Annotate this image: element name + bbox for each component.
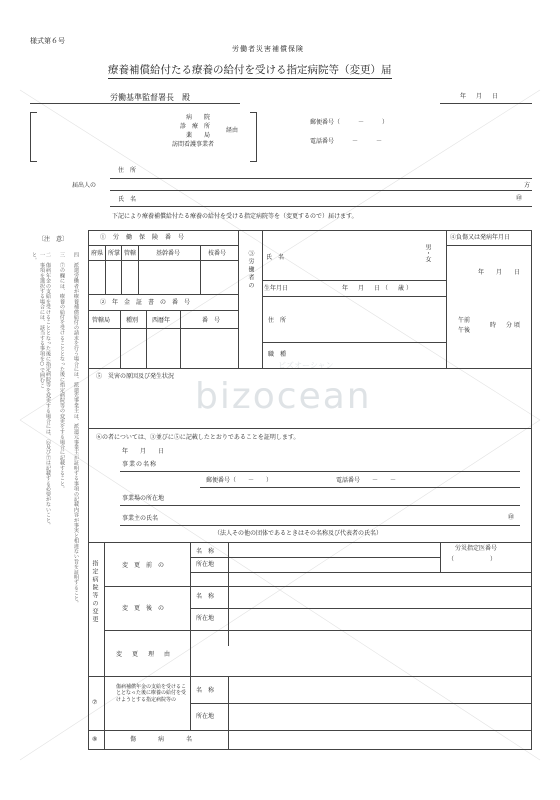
worker-job-label: 職 種 <box>268 351 287 358</box>
applicant-name-label: 氏 名 <box>118 196 137 203</box>
form-number: 様式第６号 <box>30 37 65 45</box>
injury-time-pm: 午後 <box>458 327 471 334</box>
change-row-sep-2 <box>104 630 532 631</box>
worker-side-label: ③労働者の <box>247 250 254 290</box>
ins-col-branch: 枝番号 <box>208 250 227 257</box>
notes-item-4: 四 派遣労働者が療養補償給付の請求を行う場合には、派遣先事業主は、派遣元事業主が証明する事項の記載内容が事実と相違ない旨を証明すること。 <box>73 252 79 606</box>
notes-item-1: 一 事項を選択する場合には、該当する事項を○で囲むこと。 <box>31 252 45 388</box>
notes-item-3: 三 ⑦の欄には、療養の給付を受けることとなった後に指定病院等の変更をする場合に記載すること。 <box>59 252 65 492</box>
injury-date-value: 年 月 日 <box>478 269 524 276</box>
cert-location-line[interactable] <box>120 505 520 506</box>
applicant-label: 届出人の <box>72 182 97 189</box>
change-after-mid <box>190 608 532 609</box>
change-before-name-label: 名 称 <box>196 548 215 555</box>
insurance-number-label: ① 労 働 保 険 番 号 <box>100 234 185 241</box>
form-title: 療養補償給付たる療養の給付を受ける指定病院等（変更）届 <box>108 62 392 79</box>
worker-name-sep <box>262 280 446 281</box>
cert-corp-note: （法人その他の団体であるときはその名称及び代表者の氏名） <box>214 530 383 537</box>
row-sep-cert <box>88 428 532 429</box>
change-before-label: 変 更 前 の <box>122 562 165 569</box>
cert-date: 年 月 日 <box>122 448 168 455</box>
row-sep-pension <box>88 676 532 677</box>
pen-col-type: 種別 <box>126 317 139 324</box>
addressee: 労働基準監督署長 殿 <box>110 93 190 102</box>
injury-section-num: ⑧ <box>92 736 98 743</box>
change-side-label: 指定病院等の変更 <box>91 560 98 624</box>
hospital-via: 経由 <box>226 127 239 134</box>
injury-time-am: 午前 <box>458 317 471 324</box>
worker-address-sep <box>262 342 446 343</box>
change-row-sep-1 <box>104 586 532 587</box>
hospital-type-clinic: 診 療 所 <box>180 123 211 130</box>
pension-label-sep <box>88 310 238 311</box>
cause-label: ⑤ 災害の原因及び発生状況 <box>96 373 175 380</box>
labor-doctor-no-label: 労災指定医番号 <box>455 545 498 552</box>
change-after-label: 変 更 後 の <box>122 605 165 612</box>
col-sep-insurance <box>238 230 239 368</box>
insurance-label-sep <box>88 245 238 246</box>
header-date-underline <box>440 103 532 104</box>
row-sep-f5 <box>88 368 532 369</box>
statement: 下記により療養補償給付たる療養の給付を受ける指定病院等を（変更するので）届けます。 <box>112 213 358 220</box>
pension-input-row[interactable] <box>88 328 238 368</box>
header-category: 労働者災害補償保険 <box>232 45 304 53</box>
ins-col-jurisdiction: 所掌 <box>108 250 121 257</box>
change-row-sep-1b <box>190 572 532 573</box>
hospital-type-hospital: 病 院 <box>186 114 211 121</box>
col-sep-worker <box>446 230 447 368</box>
worker-gender: 男・女 <box>424 244 431 262</box>
cause-input[interactable] <box>92 384 528 424</box>
notes-item-2: 二 傷病年金の支給を受けることとなった後に指定病院等を変更する場合には、⑥及び⑦は記載する必要がないこと。 <box>45 252 51 528</box>
pension-name-label: 名 称 <box>196 687 215 694</box>
change-before-name-input[interactable] <box>230 544 438 556</box>
cert-owner-line[interactable] <box>120 525 520 526</box>
ins-col-base: 基幹番号 <box>156 250 181 257</box>
cert-business-name: 事業の名称 <box>122 461 158 468</box>
ins-input-row[interactable] <box>88 260 238 295</box>
pen-col-bureau: 管轄局 <box>92 317 111 324</box>
change-side-sep <box>104 542 105 676</box>
change-after-location-label: 所在地 <box>196 615 215 622</box>
cert-statement: ⑥の者については、③並びに⑤に記載したとおりであることを証明します。 <box>96 434 300 441</box>
worker-birth-sep <box>262 296 446 297</box>
change-before-mid <box>190 557 440 558</box>
applicant-seal: ㊞ <box>516 195 523 202</box>
change-after-location-input[interactable] <box>230 610 530 628</box>
injury-num-sep <box>104 730 105 750</box>
hospital-postal: 郵便番号（ － ） <box>310 119 389 126</box>
change-after-name-input[interactable] <box>230 588 530 606</box>
watermark-text: bizocean <box>195 376 372 417</box>
ins-col-prefecture: 府県 <box>91 250 104 257</box>
pension-section-text: 傷病補償年金の支給を受けることとなった後に療養の給付を受けようとする指定病院等の <box>116 684 187 703</box>
notes-heading: 〔注 意〕 <box>38 236 69 243</box>
applicant-address-line2[interactable] <box>110 190 532 191</box>
applicant-address-label: 住 所 <box>118 167 137 174</box>
applicant-direction: 方 <box>524 182 531 189</box>
worker-name-label: 氏 名 <box>266 254 285 261</box>
labor-doctor-no-paren: （ ） <box>448 556 497 563</box>
change-label-sep <box>190 542 191 676</box>
injury-value-sep <box>228 730 229 750</box>
pension-number-label: ② 年 金 証 書 の 番 号 <box>100 299 191 306</box>
injury-date-label-sep <box>446 245 532 246</box>
row-sep-injury <box>88 730 532 731</box>
row-sep-change <box>88 542 532 543</box>
cert-owner-name: 事業主の氏名 <box>122 515 159 522</box>
pension-num-sep <box>104 676 105 730</box>
change-after-name-label: 名 称 <box>196 593 215 600</box>
cert-phone: 電話番号 － － <box>336 477 397 484</box>
change-labor-sep <box>440 542 441 572</box>
cert-business-line[interactable] <box>120 471 520 472</box>
pension-location-label: 所在地 <box>196 713 215 720</box>
change-before-location-label: 所在地 <box>196 561 215 568</box>
change-reason-label: 変 更 理 由 <box>116 651 173 658</box>
addressee-underline <box>30 103 240 104</box>
hospital-bracket-left <box>30 112 37 162</box>
worker-job-input[interactable] <box>294 344 444 366</box>
pension-section-num: ⑦ <box>92 699 98 706</box>
pension-location-input[interactable] <box>230 705 530 728</box>
cert-postal: 郵便番号（ － ） <box>206 477 273 484</box>
worker-address-label: 住 所 <box>268 317 287 324</box>
cert-contact-line[interactable] <box>200 487 520 488</box>
worker-name-input[interactable] <box>292 236 422 276</box>
pension-name-input[interactable] <box>230 678 530 701</box>
worker-side-sep <box>262 230 263 368</box>
worker-address-input[interactable] <box>294 298 444 340</box>
injury-name-input[interactable] <box>230 732 530 748</box>
pen-col-number: 番 号 <box>202 317 221 324</box>
hospital-bracket-right <box>250 112 257 162</box>
pen-col-year: 西暦年 <box>152 317 171 324</box>
pension-mid-sep <box>190 703 532 704</box>
watermark-subtext: ビズオーシャン <box>278 361 334 370</box>
hospital-phone: 電話番号 － － <box>310 138 383 145</box>
ins-col-office: 管轄 <box>124 250 137 257</box>
hospital-type-pharmacy: 薬 局 <box>186 132 211 139</box>
cert-seal: ㊞ <box>508 514 515 521</box>
applicant-address-line[interactable] <box>110 178 532 179</box>
change-reason-input[interactable] <box>230 632 530 674</box>
worker-birth-label: 生年月日 <box>264 285 289 292</box>
header-date: 年 月 日 <box>460 93 501 100</box>
worker-birth-value: 年 月 日（ 歳） <box>342 285 415 292</box>
hospital-type-nursing: 訪問看護事業者 <box>172 141 215 148</box>
injury-time-unit: 時 分頃 <box>490 322 523 329</box>
applicant-name-line[interactable] <box>110 206 532 207</box>
cert-location: 事業場の所在地 <box>122 495 165 502</box>
injury-date-label: ④負傷又は発病年月日 <box>450 234 511 241</box>
injury-section-label: 傷 病 名 <box>130 736 201 743</box>
